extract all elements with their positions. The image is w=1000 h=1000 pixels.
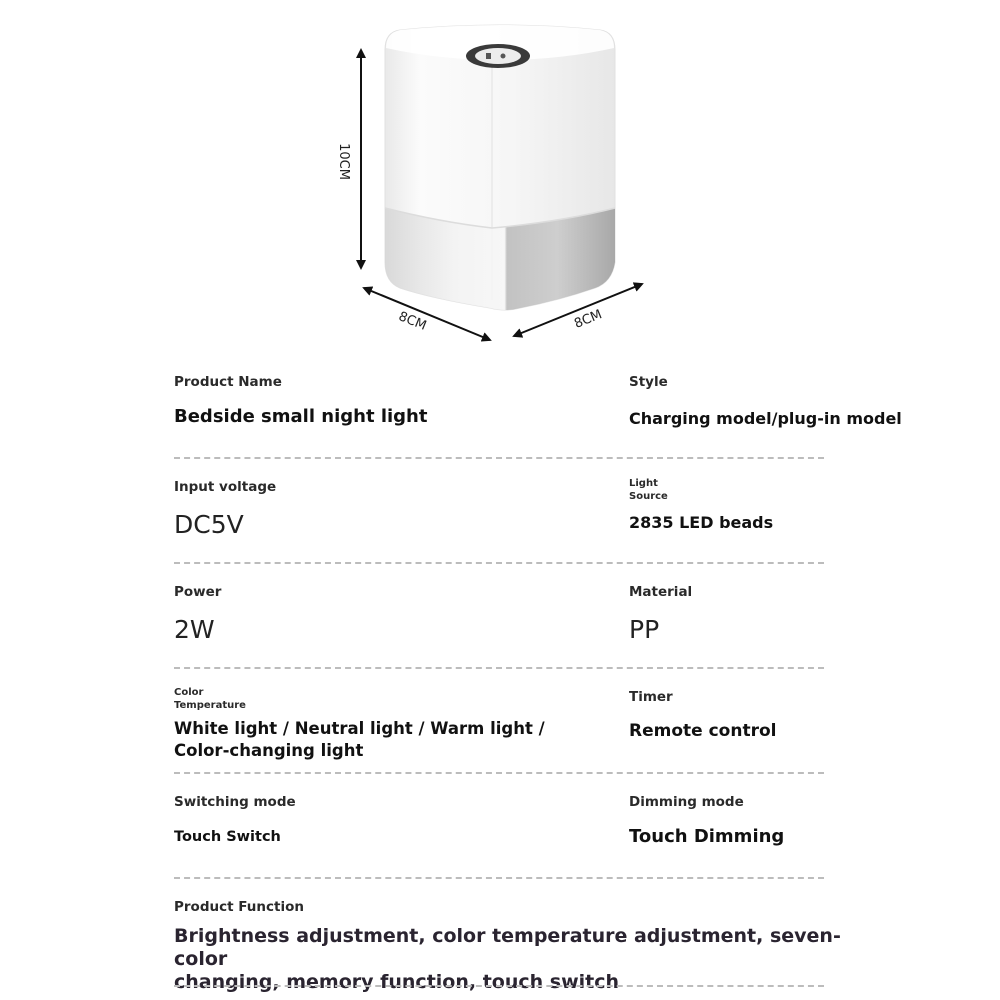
color-temperature-value-line2: Color-changing light: [174, 741, 364, 760]
switching-mode-value: Touch Switch: [174, 829, 281, 845]
divider: [174, 985, 824, 987]
timer-label: Timer: [629, 689, 673, 705]
light-source-value: 2835 LED beads: [629, 513, 774, 532]
product-name-value: Bedside small night light: [174, 406, 428, 427]
power-value: 2W: [174, 615, 215, 644]
width-label: 8CM: [572, 307, 605, 332]
dimming-mode-value: Touch Dimming: [629, 826, 785, 847]
color-temperature-label-line1: Color: [174, 687, 204, 698]
timer-value: Remote control: [629, 721, 777, 741]
product-function-label: Product Function: [174, 899, 304, 915]
color-temperature-label-line2: Temperature: [174, 700, 246, 711]
power-label: Power: [174, 584, 222, 600]
depth-label: 8CM: [396, 309, 429, 334]
divider: [174, 772, 824, 774]
light-source-label: [629, 477, 668, 503]
height-label: 10CM: [335, 143, 351, 180]
style-value: Charging model/plug-in model: [629, 409, 902, 428]
light-source-label-line2: Source: [629, 491, 668, 502]
style-label: Style: [629, 374, 668, 390]
dimming-mode-label: Dimming mode: [629, 794, 744, 810]
input-voltage-label: Input voltage: [174, 479, 277, 495]
touch-button-icon: [466, 44, 530, 68]
switching-mode-label: Switching mode: [174, 794, 296, 810]
product-illustration: [0, 0, 1000, 360]
color-temperature-value: [174, 718, 545, 762]
product-function-value-line2: changing, memory function, touch switch: [174, 971, 620, 993]
product-name-label: Product Name: [174, 374, 282, 390]
divider: [174, 877, 824, 879]
divider: [174, 457, 824, 459]
material-value: PP: [629, 615, 660, 644]
color-temperature-value-line1: White light / Neutral light / Warm light /: [174, 719, 545, 738]
product-function-value-line1: Brightness adjustment, color temperature adjustment, seven-color: [174, 925, 841, 970]
divider: [174, 562, 824, 564]
input-voltage-value: DC5V: [174, 510, 244, 539]
product-function-value: [174, 925, 874, 994]
color-temperature-label: [174, 686, 246, 712]
light-source-label-line1: Light: [629, 478, 658, 489]
divider: [174, 667, 824, 669]
material-label: Material: [629, 584, 693, 600]
